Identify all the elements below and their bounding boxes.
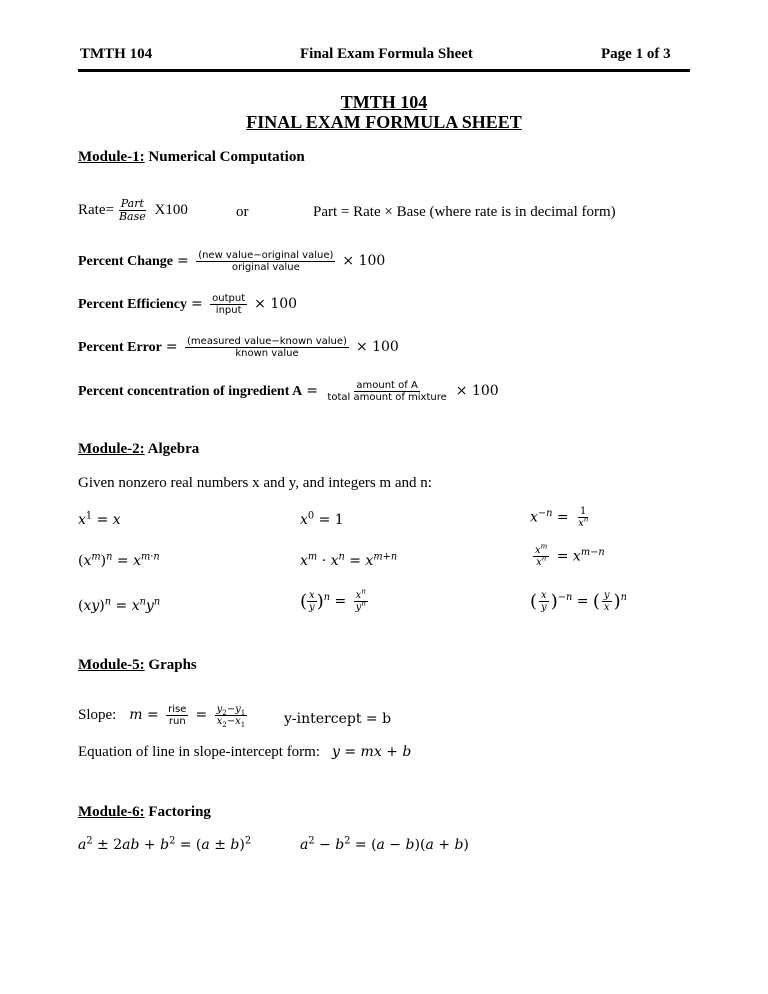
rate-formula <box>78 198 188 223</box>
percent-error-formula: Percent Error = $\frac{\text{(measured value−known value)}}{\text{known value}}$ × 100 <box>78 336 399 359</box>
slope-rise: rise <box>168 704 187 715</box>
rule-product-power: $(xy)^n = x^ny^n$ <box>78 596 161 614</box>
module1-label: Module-1: <box>78 149 145 165</box>
percent-error-numerator: (measured value−known value) <box>187 336 347 347</box>
percent-concentration-denominator: total amount of mixture <box>327 392 447 403</box>
rule-power-one: $x^1 = x$ <box>78 510 121 528</box>
header-rule <box>78 69 690 72</box>
times-100: × 100 <box>254 296 298 313</box>
rule-negative-quotient-power: ( $\frac{x}{y}$ )$^{-n}$ = ( $\frac{y}{x}$ )$^n$ <box>530 590 627 613</box>
slope-intercept-formula: y = mx + b <box>332 744 412 760</box>
or-text: or <box>236 204 249 220</box>
rate-prefix: Rate= <box>78 202 114 219</box>
slope-formula: Slope: m = $\frac{\text{rise}}{\text{run}}$ = $\frac{y_2-y_1}{x_2-x_1}$ <box>78 704 246 729</box>
y-intercept: y-intercept = b <box>284 711 392 727</box>
module2-name: Algebra <box>147 441 200 457</box>
times-100: × 100 <box>455 383 499 400</box>
rule-quotient: $\frac{x^m}{x^n}$ = $x^{m-n}$ <box>535 542 605 568</box>
percent-efficiency-label: Percent Efficiency <box>78 297 187 313</box>
perfect-square-formula: $a^2 \pm 2ab + b^2 = (a \pm b)^2$ <box>78 835 252 853</box>
header-course: TMTH 104 <box>80 46 153 62</box>
page-title-line2: FINAL EXAM FORMULA SHEET <box>246 112 522 132</box>
module6-name: Factoring <box>148 804 211 820</box>
percent-efficiency-denominator: input <box>215 305 242 316</box>
module5-heading <box>78 657 197 674</box>
times-100: × 100 <box>342 253 386 270</box>
percent-change-denominator: original value <box>231 262 300 273</box>
difference-of-squares-formula: $a^2 - b^2 = (a - b)(a + b)$ <box>300 835 469 853</box>
module5-name: Graphs <box>148 657 197 673</box>
header-page: Page 1 of 3 <box>601 46 671 62</box>
percent-concentration-formula: Percent concentration of ingredient A = $\frac{\text{amount of A}}{\text{total amount of mixture}}$ × 100 <box>78 380 499 403</box>
percent-error-label: Percent Error <box>78 340 162 356</box>
percent-change-label: Percent Change <box>78 254 173 270</box>
module5-label: Module-5: <box>78 657 145 673</box>
percent-concentration-label: Percent concentration of ingredient A <box>78 384 303 400</box>
module1-heading <box>78 149 305 166</box>
module6-label: Module-6: <box>78 804 145 820</box>
slope-intercept-equation <box>78 743 411 761</box>
rule-power-of-power: $(x^m)^n = x^{m\cdot n}$ <box>78 551 160 569</box>
percent-change-formula: Percent Change = $\frac{\text{(new value−original value)}}{\text{original value}}$ × 100 <box>78 250 386 273</box>
times-100: × 100 <box>355 339 399 356</box>
rule-product: $x^m \cdot x^n = x^{m+n}$ <box>300 551 398 569</box>
module2-intro: Given nonzero real numbers x and y, and integers m and n: <box>78 475 432 491</box>
slope-label: Slope: <box>78 707 117 724</box>
percent-efficiency-numerator: output <box>212 293 246 304</box>
rule-power-zero: $x^0 = 1$ <box>300 510 344 528</box>
module6-heading <box>78 804 211 821</box>
module2-label: Module-2: <box>78 441 145 457</box>
rate-numerator: Part <box>120 197 144 210</box>
module1-name: Numerical Computation <box>148 149 305 165</box>
slope-run: run <box>168 716 186 727</box>
percent-concentration-numerator: amount of A <box>356 380 418 391</box>
header-title: Final Exam Formula Sheet <box>300 46 473 62</box>
percent-change-numerator: (new value−original value) <box>198 250 334 261</box>
module2-heading <box>78 441 199 458</box>
part-formula: Part = Rate × Base (where rate is in decimal form) <box>313 204 616 220</box>
rule-negative-exponent: $x^{-n}$ = $\frac{1}{x^n}$ <box>530 506 589 529</box>
percent-error-denominator: known value <box>235 348 299 359</box>
percent-efficiency-formula: Percent Efficiency = $\frac{\text{output}}{\text{input}}$ × 100 <box>78 293 298 316</box>
rate-denominator: Base <box>118 210 146 224</box>
slope-intercept-text: Equation of line in slope-intercept form: <box>78 744 321 760</box>
rate-suffix: X100 <box>154 202 188 219</box>
rule-quotient-power: ( $\frac{x}{y}$ )$^n$ = $\frac{x^n}{y^n}$ <box>300 587 366 613</box>
page-title-line1: TMTH 104 <box>340 92 428 112</box>
